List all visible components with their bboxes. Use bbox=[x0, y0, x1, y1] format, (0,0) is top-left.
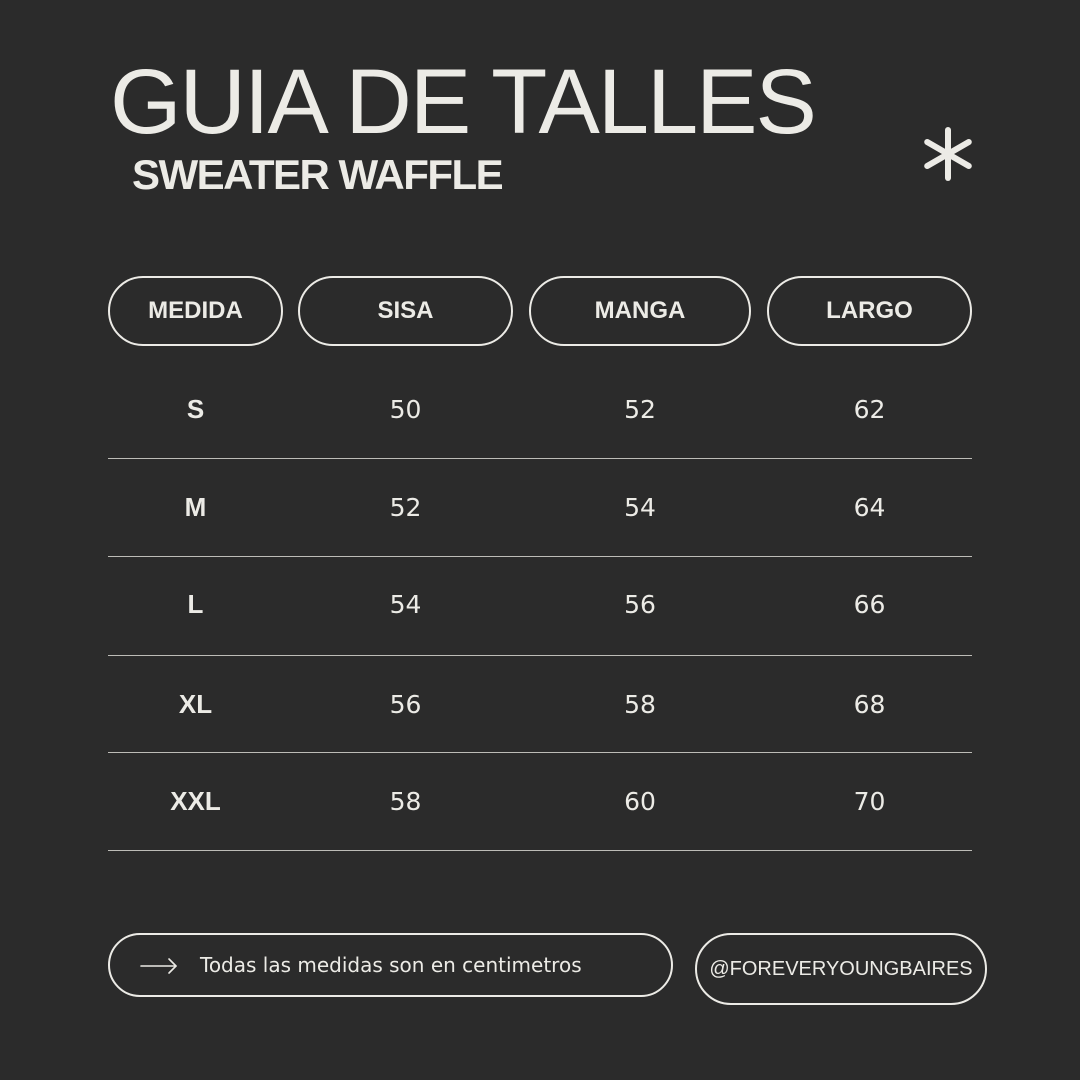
instagram-handle: @FOREVERYOUNGBAIRES bbox=[695, 933, 987, 1005]
manga-cell: 60 bbox=[624, 786, 656, 816]
largo-cell: 68 bbox=[853, 689, 886, 719]
size-cell: S bbox=[186, 393, 205, 424]
largo-cell: 66 bbox=[853, 589, 886, 619]
table-row bbox=[108, 360, 972, 458]
sisa-cell: 54 bbox=[389, 589, 422, 619]
header-medida: MEDIDA bbox=[108, 276, 283, 346]
largo-cell: 70 bbox=[853, 786, 886, 816]
size-cell: M bbox=[184, 491, 207, 522]
table-row bbox=[108, 752, 972, 850]
units-note-text: Todas las medidas son en centimetros bbox=[200, 953, 582, 977]
header-sisa: SISA bbox=[298, 276, 513, 346]
size-cell: XXL bbox=[170, 785, 221, 816]
table-row bbox=[108, 458, 972, 556]
arrow-right-icon bbox=[140, 955, 178, 977]
header-largo: LARGO bbox=[767, 276, 972, 346]
manga-cell: 58 bbox=[624, 689, 656, 719]
header-manga: MANGA bbox=[529, 276, 751, 346]
manga-cell: 56 bbox=[624, 589, 656, 619]
manga-cell: 52 bbox=[624, 394, 656, 424]
page-title: GUIA DE TALLES bbox=[110, 51, 815, 153]
size-cell: XL bbox=[178, 688, 213, 719]
sisa-cell: 52 bbox=[389, 492, 422, 522]
manga-cell: 54 bbox=[624, 492, 656, 522]
sisa-cell: 58 bbox=[389, 786, 422, 816]
row-divider bbox=[108, 850, 972, 851]
units-note bbox=[108, 933, 673, 997]
sisa-cell: 56 bbox=[389, 689, 422, 719]
sisa-cell: 50 bbox=[389, 394, 422, 424]
table-row bbox=[108, 555, 972, 653]
largo-cell: 62 bbox=[853, 394, 886, 424]
asterisk-icon bbox=[920, 126, 976, 182]
table-row bbox=[108, 655, 972, 753]
size-cell: L bbox=[187, 588, 204, 619]
page-subtitle: SWEATER WAFFLE bbox=[132, 151, 503, 198]
largo-cell: 64 bbox=[853, 492, 886, 522]
